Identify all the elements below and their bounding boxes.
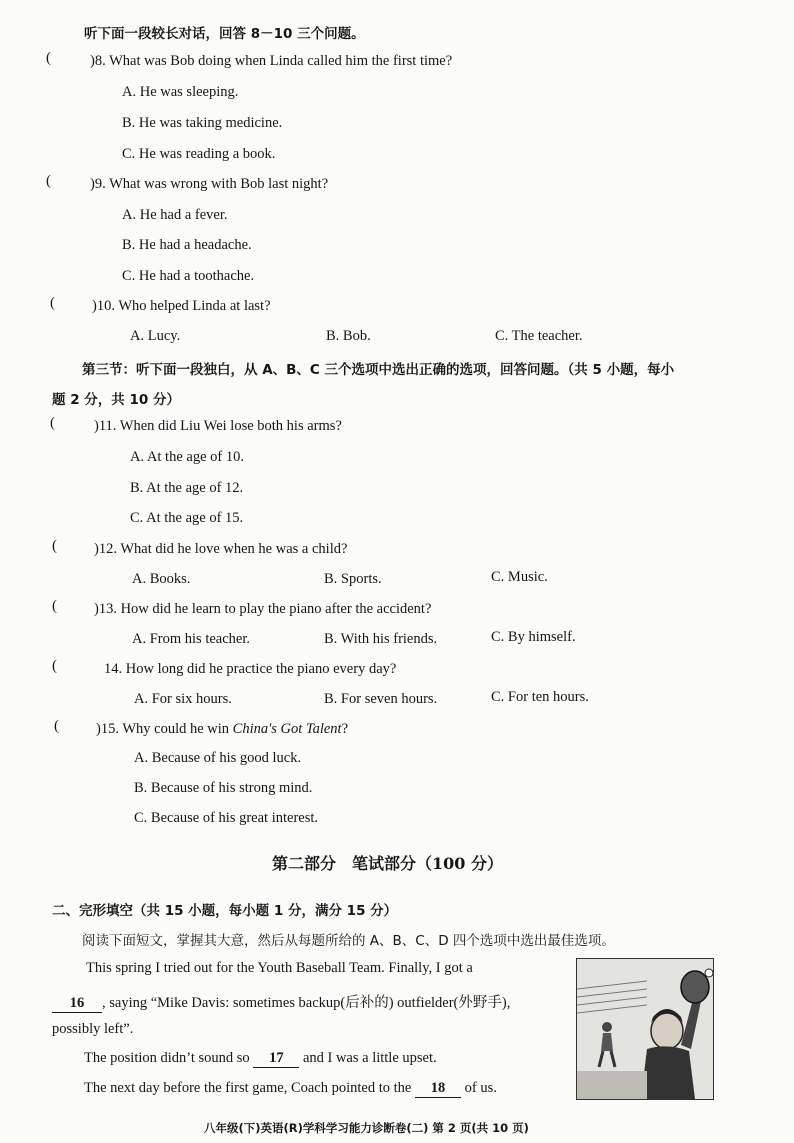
section-intro: 听下面一段较长对话，回答 8－10 三个问题。: [84, 26, 365, 42]
answer-paren[interactable]: (: [50, 295, 55, 311]
option-b: B. At the age of 12.: [130, 480, 244, 496]
blank-17[interactable]: 17: [253, 1050, 299, 1068]
answer-paren[interactable]: (: [46, 173, 51, 189]
cloze-instructions: 阅读下面短文，掌握其大意，然后从每题所给的 A、B、C、D 四个选项中选出最佳选项。: [82, 933, 615, 949]
passage-line: possibly left”.: [52, 1021, 134, 1037]
blank-18[interactable]: 18: [415, 1080, 461, 1098]
option-c: C. For ten hours.: [491, 689, 589, 705]
option-c: C. He was reading a book.: [122, 146, 276, 162]
section3-instructions: 第三节：听下面一段独白，从 A、B、C 三个选项中选出正确的选项，回答问题。（共 5 小题，每小: [82, 362, 675, 378]
question-stem: )10. Who helped Linda at last?: [92, 298, 271, 314]
part-title: 第二部分 笔试部分（100 分）: [272, 854, 503, 873]
passage-line: The position didn’t sound so 17 and I was a little upset.: [84, 1050, 437, 1066]
option-b: B. Bob.: [326, 328, 371, 344]
answer-paren[interactable]: (: [46, 50, 51, 66]
question-stem: )11. When did Liu Wei lose both his arms?: [94, 418, 342, 434]
question-stem: )8. What was Bob doing when Linda called him the first time?: [90, 53, 453, 69]
section3-instructions-cont: 题 2 分，共 10 分）: [52, 392, 180, 408]
option-b: B. He had a headache.: [122, 237, 252, 253]
show-title: China's Got Talent: [232, 721, 342, 737]
option-b: B. Because of his strong mind.: [134, 780, 313, 796]
option-b: B. He was taking medicine.: [122, 115, 283, 131]
option-a: A. Books.: [132, 571, 191, 587]
baseball-player-image: [577, 959, 713, 1099]
question-stem: 14. How long did he practice the piano every day?: [104, 661, 397, 677]
passage-line: 16 , saying “Mike Davis: sometimes backup(后补的) outfielder(外野手),: [52, 991, 510, 1013]
option-a: A. Lucy.: [130, 328, 181, 344]
answer-paren[interactable]: (: [50, 415, 55, 431]
option-a: A. He had a fever.: [122, 207, 228, 223]
baseball-illustration: [576, 958, 714, 1100]
option-b: B. For seven hours.: [324, 691, 438, 707]
passage-line: This spring I tried out for the Youth Baseball Team. Finally, I got a: [86, 960, 473, 976]
option-a: A. At the age of 10.: [130, 449, 244, 465]
option-c: C. By himself.: [491, 629, 576, 645]
passage-line: The next day before the first game, Coach pointed to the 18 of us.: [84, 1080, 497, 1096]
option-c: C. The teacher.: [495, 328, 583, 344]
question-stem: )13. How did he learn to play the piano after the accident?: [94, 601, 432, 617]
option-a: A. Because of his good luck.: [134, 750, 302, 766]
question-stem: )12. What did he love when he was a child?: [94, 541, 348, 557]
option-a: A. For six hours.: [134, 691, 232, 707]
option-c: C. Because of his great interest.: [134, 810, 319, 826]
option-b: B. Sports.: [324, 571, 382, 587]
blank-16[interactable]: 16: [52, 995, 102, 1013]
option-a: A. He was sleeping.: [122, 84, 239, 100]
option-c: C. He had a toothache.: [122, 268, 255, 284]
answer-paren[interactable]: (: [52, 538, 57, 554]
answer-paren[interactable]: (: [52, 658, 57, 674]
option-c: C. Music.: [491, 569, 548, 585]
question-stem: )9. What was wrong with Bob last night?: [90, 176, 329, 192]
cloze-heading: 二、完形填空（共 15 小题，每小题 1 分，满分 15 分）: [52, 903, 398, 919]
page-footer: 八年级(下)英语(R)学科学习能力诊断卷(二) 第 2 页(共 10 页): [204, 1121, 529, 1135]
question-stem: )15. Why could he win China's Got Talent?: [96, 721, 349, 737]
option-c: C. At the age of 15.: [130, 510, 244, 526]
answer-paren[interactable]: (: [52, 598, 57, 614]
option-b: B. With his friends.: [324, 631, 438, 647]
option-a: A. From his teacher.: [132, 631, 250, 647]
answer-paren[interactable]: (: [54, 718, 59, 734]
